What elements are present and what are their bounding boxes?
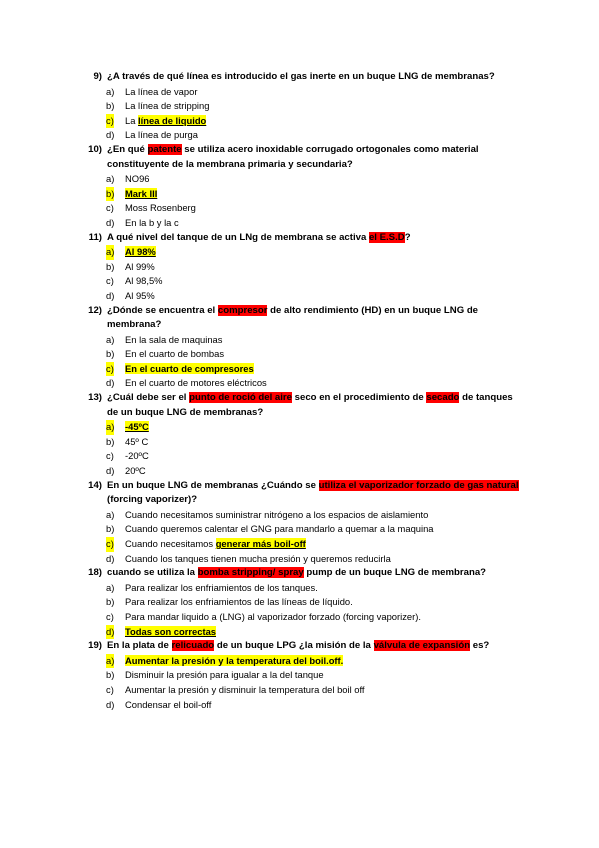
answer-option-a [0, 333, 599, 348]
answer-option-a [0, 508, 599, 523]
answer-option-b [0, 435, 599, 450]
answer-option-a [0, 245, 599, 260]
option-letter: d) [106, 552, 115, 564]
question-text [0, 639, 599, 654]
question-text [0, 479, 599, 508]
question-text-segment: ? [404, 231, 411, 243]
correct-answer-text: En el cuarto de compresores [125, 362, 254, 374]
question-5 [0, 391, 599, 479]
question-text-segment: pump de un buque LNG de membrana? [303, 567, 487, 579]
answer-option-b [0, 668, 599, 683]
option-text: La línea de vapor [125, 85, 198, 97]
answer-option-a [0, 172, 599, 187]
option-text: 20ºC [125, 465, 146, 477]
option-letter: c) [106, 362, 114, 377]
option-text: Para realizar los enfriamientos de los tanques. [125, 581, 318, 593]
question-number: 10) [88, 143, 102, 155]
option-text: Cuando los tanques tienen mucha presión y queremos reducirla [125, 552, 391, 564]
answer-option-c [0, 114, 599, 129]
question-text-segment: cuando se utiliza la [107, 567, 198, 579]
answer-option-a [0, 420, 599, 435]
option-letter: b) [106, 435, 115, 447]
question-text-segment: es? [470, 640, 490, 652]
keyword-highlight: bomba stripping/ spray [197, 567, 304, 579]
option-letter: a) [106, 581, 115, 593]
question-number: 14) [88, 479, 102, 491]
question-text-segment: ¿En qué [107, 143, 148, 155]
option-text: En la b y la c [125, 216, 179, 228]
question-number: 9) [93, 71, 102, 82]
option-text: Condensar el boil-off [125, 698, 212, 710]
option-letter: d) [106, 289, 115, 301]
question-text [0, 566, 599, 581]
answer-option-d [0, 552, 599, 567]
option-letter: d) [106, 129, 115, 141]
answer-option-b [0, 595, 599, 610]
option-text: Al 99% [125, 260, 155, 272]
correct-answer-text: generar más boil-off [215, 538, 306, 549]
option-text: Al 98,5% [125, 275, 163, 287]
correct-answer-text: Al 98% [125, 246, 156, 258]
answer-option-c [0, 537, 599, 552]
answer-option-a [0, 581, 599, 596]
answer-option-b [0, 522, 599, 537]
keyword-highlight: compresor [217, 304, 268, 316]
option-letter: d) [106, 625, 114, 640]
answer-option-d [0, 289, 599, 304]
option-letter: d) [106, 216, 115, 228]
option-letter: b) [106, 100, 115, 112]
correct-answer-text: -45ºC [125, 421, 149, 433]
option-letter: a) [106, 420, 114, 435]
option-letter: b) [106, 260, 115, 272]
keyword-highlight: válvula de expansión [373, 640, 471, 652]
answer-option-c [0, 683, 599, 698]
question-text [0, 70, 599, 85]
option-letter: a) [106, 173, 115, 185]
option-prefix: Cuando necesitamos [125, 538, 216, 549]
question-number: 12) [88, 304, 102, 316]
option-prefix: La [125, 114, 139, 126]
option-letter: d) [106, 465, 115, 477]
answer-option-d [0, 698, 599, 713]
question-list [0, 70, 599, 712]
question-number: 19) [88, 640, 102, 652]
option-letter: b) [106, 348, 115, 360]
question-text-segment: se utiliza acero inoxidable corrugado ortogonales como material constituyente de la membrana primaria y secundaria? [107, 143, 479, 170]
question-text [0, 143, 599, 172]
option-letter: a) [106, 85, 115, 97]
keyword-highlight: secado [426, 392, 460, 404]
option-text: Moss Rosenberg [125, 202, 196, 214]
option-letter: c) [106, 202, 114, 214]
question-6 [0, 479, 599, 567]
question-text [0, 304, 599, 333]
option-letter: c) [106, 537, 114, 552]
option-text: Cuando necesitamos suministrar nitrógeno a los espacios de aislamiento [125, 508, 429, 520]
option-text: En el cuarto de motores eléctricos [125, 377, 267, 389]
option-letter: c) [106, 610, 114, 622]
option-letter: c) [106, 683, 114, 695]
keyword-highlight: relicuado [171, 640, 215, 652]
question-7 [0, 566, 599, 639]
answer-option-d [0, 376, 599, 391]
question-text-segment: ¿A través de qué línea es introducido el gas inerte en un buque LNG de membranas? [107, 71, 495, 82]
answer-option-a [0, 85, 599, 100]
answer-option-b [0, 260, 599, 275]
answer-option-d [0, 128, 599, 143]
question-text-segment: de tanques de un buque LNG de membranas? [107, 392, 513, 418]
answer-option-d [0, 464, 599, 479]
option-letter: a) [106, 654, 114, 669]
option-letter: b) [106, 523, 115, 535]
answer-option-b [0, 187, 599, 202]
keyword-highlight: punto de roció del aire [189, 392, 292, 404]
keyword-highlight: patente [147, 143, 182, 155]
option-letter: a) [106, 508, 115, 520]
correct-answer-text: Mark III [125, 187, 158, 199]
question-text [0, 391, 599, 420]
keyword-highlight: el E.S.D [368, 231, 405, 243]
correct-answer-text: Aumentar la presión y la temperatura del boil.off. [125, 654, 344, 666]
question-text-segment: En un buque LNG de membranas ¿Cuándo se [107, 479, 319, 491]
option-text: Cuando queremos calentar el GNG para mandarlo a quemar a la maquina [125, 523, 434, 535]
answer-option-a [0, 654, 599, 669]
option-letter: c) [106, 114, 114, 129]
option-text: La línea de stripping [125, 100, 210, 112]
option-letter: c) [106, 450, 114, 462]
question-8 [0, 639, 599, 712]
option-letter: c) [106, 275, 114, 287]
correct-answer-text: Todas son correctas [125, 625, 217, 637]
question-text-segment: (forcing vaporizer)? [107, 494, 198, 506]
question-text-segment: A qué nivel del tanque de un LNg de membrana se activa [107, 231, 369, 243]
option-text: En el cuarto de bombas [125, 348, 225, 360]
answer-option-c [0, 449, 599, 464]
option-text: NO96 [125, 173, 150, 185]
option-text: 45º C [125, 435, 149, 447]
question-text-segment: seco en el procedimiento de [292, 392, 427, 404]
option-text: Disminuir la presión para igualar a la del tanque [125, 669, 324, 681]
option-text: Para realizar los enfriamientos de las líneas de líquido. [125, 596, 353, 608]
question-text-segment: ¿Dónde se encuentra el [107, 304, 218, 316]
option-text: -20ºC [125, 450, 149, 462]
option-letter: a) [106, 245, 114, 260]
option-text: En la sala de maquinas [125, 333, 223, 345]
question-1 [0, 70, 599, 143]
answer-option-d [0, 216, 599, 231]
question-3 [0, 231, 599, 304]
option-text: Al 95% [125, 289, 155, 301]
answer-option-b [0, 99, 599, 114]
question-text-segment: de un buque LPG ¿la misión de la [214, 640, 374, 652]
option-text: Para mandar liquido a (LNG) al vaporizador forzado (forcing vaporizer). [125, 610, 421, 622]
question-number: 18) [88, 567, 102, 579]
question-text-segment: En la plata de [107, 640, 172, 652]
correct-answer-text: línea de liquido [138, 114, 207, 126]
answer-option-c [0, 201, 599, 216]
option-letter: b) [106, 669, 115, 681]
answer-option-c [0, 274, 599, 289]
option-letter: a) [106, 333, 115, 345]
option-letter: d) [106, 698, 115, 710]
answer-option-c [0, 610, 599, 625]
question-number: 11) [88, 231, 102, 243]
answer-option-c [0, 362, 599, 377]
option-letter: b) [106, 596, 115, 608]
answer-option-b [0, 347, 599, 362]
option-letter: b) [106, 187, 114, 202]
question-2 [0, 143, 599, 231]
option-text: Aumentar la presión y disminuir la temperatura del boil off [125, 683, 365, 695]
option-text: La línea de purga [125, 129, 198, 141]
option-letter: d) [106, 377, 115, 389]
question-text-segment: ¿Cuál debe ser el [107, 392, 190, 404]
question-text [0, 231, 599, 246]
keyword-highlight: utiliza el vaporizador forzado de gas natural [318, 479, 519, 491]
answer-option-d [0, 625, 599, 640]
question-4 [0, 304, 599, 392]
question-text-segment: de alto rendimiento (HD) en un buque LNG de membrana? [107, 304, 479, 331]
question-number: 13) [88, 392, 102, 404]
